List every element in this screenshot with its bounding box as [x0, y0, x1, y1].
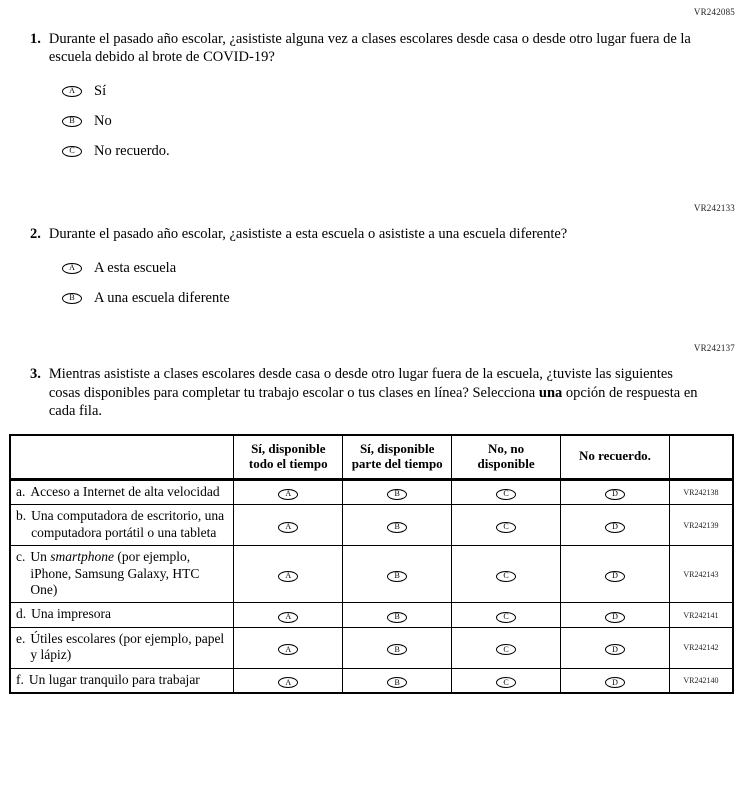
question-3-number: 3.: [30, 366, 41, 383]
row-text: Una computadora de escritorio, una computadora portátil o una tableta: [31, 508, 225, 540]
matrix-cell: [234, 505, 343, 546]
answer-bubble-c[interactable]: C: [496, 677, 516, 688]
row-text-part: Un: [30, 549, 51, 565]
question-3-text: [49, 365, 705, 419]
matrix-cell: [452, 505, 561, 546]
answer-bubble-a[interactable]: A: [62, 263, 82, 274]
row-label: [10, 603, 234, 627]
q1-option-no[interactable]: [62, 112, 743, 130]
row-text: Un lugar tranquilo para trabajar: [28, 671, 200, 687]
answer-bubble-c[interactable]: C: [496, 571, 516, 582]
row-text-italic: smartphone: [50, 549, 114, 565]
header-cell-parte-del-tiempo: Sí, disponible parte del tiempo: [343, 435, 452, 479]
table-row-lugar-tranquilo: [10, 668, 733, 693]
matrix-cell: [343, 627, 452, 668]
answer-bubble-d[interactable]: D: [605, 612, 625, 623]
row-letter: d.: [16, 606, 27, 622]
option-label: Sí: [94, 82, 107, 99]
question-1-text: Durante el pasado año escolar, ¿asististe alguna vez a clases escolares desde casa o desde otro lugar fuera de la escuela debido al brote de COVID-19?: [48, 31, 691, 66]
header-cell-todo-el-tiempo: Sí, disponible todo el tiempo: [234, 435, 343, 479]
row-text-part: (por ejemplo, iPhone, Samsung Galaxy, HTC One): [30, 549, 200, 597]
question-1-code: VR242085: [693, 7, 735, 17]
matrix-cell: [343, 668, 452, 693]
answer-bubble-d[interactable]: D: [605, 644, 625, 655]
answer-bubble-d[interactable]: D: [605, 489, 625, 500]
table-row-computadora: [10, 505, 733, 546]
answer-bubble-b[interactable]: B: [387, 644, 407, 655]
row-letter: c.: [16, 549, 26, 565]
matrix-cell: [561, 627, 670, 668]
row-code: VR242140: [669, 668, 733, 693]
q1-option-no-recuerdo[interactable]: [62, 142, 743, 160]
answer-bubble-a[interactable]: A: [278, 644, 298, 655]
answer-bubble-b[interactable]: B: [387, 571, 407, 582]
row-text: Útiles escolares (por ejemplo, papel y lápiz): [30, 630, 225, 663]
row-label: [10, 479, 234, 504]
table-row-internet: [10, 479, 733, 504]
row-code: VR242141: [669, 603, 733, 627]
matrix-cell: [234, 479, 343, 504]
option-label: No recuerdo.: [94, 142, 170, 159]
answer-bubble-d[interactable]: D: [605, 522, 625, 533]
row-text: [30, 549, 228, 598]
row-letter: a.: [16, 483, 26, 499]
matrix-cell: [452, 546, 561, 603]
matrix-cell: [561, 479, 670, 504]
question-3: [30, 365, 705, 419]
matrix-cell: [561, 668, 670, 693]
question-2-options: [62, 259, 743, 307]
row-code: VR242139: [669, 505, 733, 546]
question-text-part: opción de respuesta en cada fila.: [48, 384, 698, 419]
matrix-cell: [452, 627, 561, 668]
row-letter: f.: [16, 671, 24, 687]
answer-bubble-b[interactable]: B: [387, 612, 407, 623]
question-1-number: 1.: [30, 31, 41, 47]
answer-bubble-a[interactable]: A: [278, 522, 298, 533]
answer-bubble-b[interactable]: B: [387, 489, 407, 500]
matrix-cell: [234, 603, 343, 627]
table-row-smartphone: [10, 546, 733, 603]
row-text: Una impresora: [31, 606, 111, 622]
q2-option-escuela-diferente[interactable]: [62, 289, 743, 307]
answer-bubble-a[interactable]: A: [278, 489, 298, 500]
q1-option-si[interactable]: [62, 82, 743, 100]
matrix-cell: [343, 546, 452, 603]
answer-bubble-a[interactable]: A: [62, 86, 82, 97]
matrix-cell: [343, 603, 452, 627]
answer-bubble-b[interactable]: B: [387, 677, 407, 688]
answer-bubble-c[interactable]: C: [496, 522, 516, 533]
question-text-part: Mientras asististe a clases escolares desde casa o desde otro lugar fuera de la escuela, ¿tuviste las siguientes cosas disponibles para completar tu trabajo escolar o tus clases en línea? Selecciona: [48, 366, 673, 401]
matrix-cell: [452, 479, 561, 504]
answer-bubble-a[interactable]: A: [278, 612, 298, 623]
row-label: [10, 627, 234, 668]
option-label: No: [94, 112, 112, 129]
row-code: VR242142: [669, 627, 733, 668]
row-label: [10, 505, 234, 546]
availability-matrix-table: [9, 434, 734, 695]
header-cell-code: [669, 435, 733, 479]
header-cell-no-disponible: No, no disponible: [452, 435, 561, 479]
row-code: VR242138: [669, 479, 733, 504]
question-2-text: Durante el pasado año escolar, ¿asististe a esta escuela o asististe a una escuela diferente?: [48, 226, 568, 243]
question-2-number: 2.: [30, 226, 41, 243]
matrix-cell: [561, 546, 670, 603]
row-label: [10, 546, 234, 603]
answer-bubble-c[interactable]: C: [496, 612, 516, 623]
answer-bubble-d[interactable]: D: [605, 677, 625, 688]
answer-bubble-c[interactable]: C: [496, 489, 516, 500]
matrix-cell: [234, 627, 343, 668]
question-1-options: [62, 82, 743, 160]
matrix-cell: [343, 505, 452, 546]
question-3-code: VR242137: [693, 343, 735, 354]
matrix-cell: [234, 546, 343, 603]
answer-bubble-a[interactable]: A: [278, 571, 298, 582]
answer-bubble-b[interactable]: B: [387, 522, 407, 533]
matrix-cell: [561, 505, 670, 546]
header-cell-no-recuerdo: No recuerdo.: [561, 435, 670, 479]
matrix-cell: [343, 479, 452, 504]
answer-bubble-b[interactable]: B: [62, 293, 82, 304]
answer-bubble-c[interactable]: C: [496, 644, 516, 655]
question-text-bold: una: [538, 384, 563, 401]
answer-bubble-c[interactable]: C: [62, 146, 82, 157]
matrix-cell: [561, 603, 670, 627]
row-letter: b.: [16, 508, 27, 524]
answer-bubble-b[interactable]: B: [62, 116, 82, 127]
q2-option-esta-escuela[interactable]: [62, 259, 743, 277]
matrix-cell: [452, 668, 561, 693]
row-code: VR242143: [669, 546, 733, 603]
answer-bubble-a[interactable]: A: [278, 677, 298, 688]
header-cell-empty: [10, 435, 234, 479]
question-1: [30, 30, 705, 66]
table-header-row: [10, 435, 733, 479]
matrix-cell: [452, 603, 561, 627]
question-2-code: VR242133: [693, 203, 735, 214]
matrix-cell: [234, 668, 343, 693]
row-text: Acceso a Internet de alta velocidad: [30, 483, 220, 499]
row-label: [10, 668, 234, 693]
answer-bubble-d[interactable]: D: [605, 571, 625, 582]
option-label: A una escuela diferente: [94, 289, 230, 306]
table-row-impresora: [10, 603, 733, 627]
table-row-utiles: [10, 627, 733, 668]
option-label: A esta escuela: [94, 259, 177, 276]
row-letter: e.: [16, 630, 26, 646]
question-2: [30, 225, 705, 243]
